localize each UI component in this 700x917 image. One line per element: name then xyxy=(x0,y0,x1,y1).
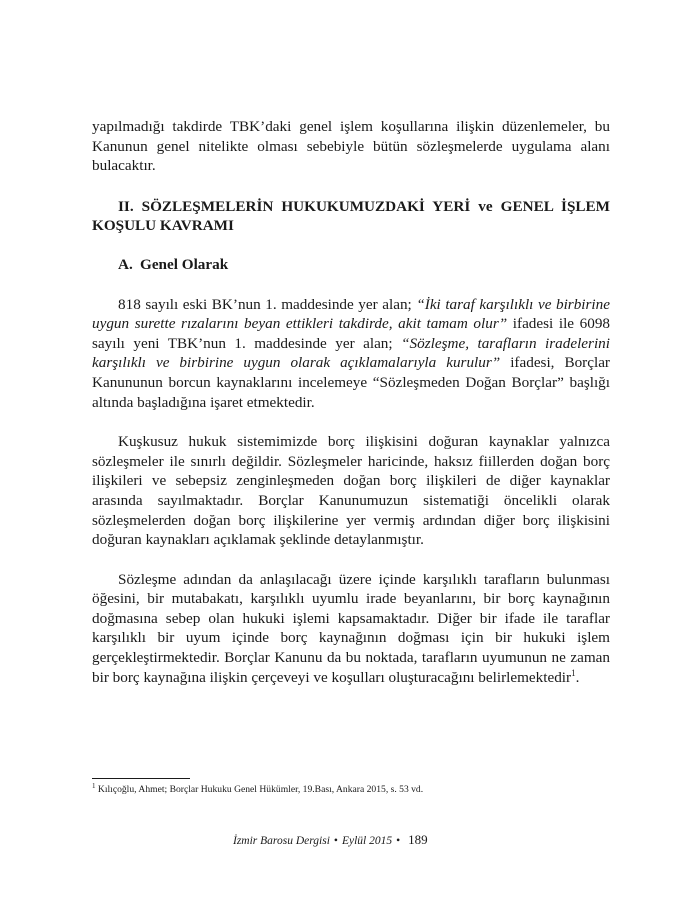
subsection-title: Genel Olarak xyxy=(140,255,229,273)
page-number: 189 xyxy=(408,832,428,847)
subsection-heading-a xyxy=(92,255,610,275)
section-heading-ii: II. SÖZLEŞMELERİN HUKUKUMUZDAKİ YERİ ve GENEL İŞLEM KOŞULU KAVRAMI xyxy=(92,197,610,235)
body-text xyxy=(92,117,610,687)
issue-date: Eylül 2015 xyxy=(341,835,393,847)
paragraph-continuation: yapılmadığı takdirde TBK’daki genel işlem koşullarına ilişkin düzenlemeler, bu Kanunun genel nitelikte olması sebebiyle bütün sözleşmelerde uygulama alanı bulacaktır. xyxy=(92,118,610,175)
subsection-letter: A. xyxy=(118,255,133,273)
paragraph-text-2: ifadesi ile 6098 sayılı yeni TBK’nun 1. maddesinde yer alan; xyxy=(92,315,611,352)
page-footer xyxy=(233,832,533,849)
footnote-number: 1 xyxy=(92,781,96,790)
footnote-divider xyxy=(92,778,190,779)
paragraph-text-1: 818 sayılı eski BK’nun 1. maddesinde yer alan; xyxy=(118,295,417,313)
journal-name: İzmir Barosu Dergisi xyxy=(233,835,330,847)
footnote-text: Kılıçoğlu, Ahmet; Borçlar Hukuku Genel Hükümler, 19.Bası, Ankara 2015, s. 53 vd. xyxy=(97,784,424,795)
paragraph-definition xyxy=(92,295,610,413)
quote-old-code: “İki taraf karşılıklı ve birbirine uygun surette rızalarını beyan ettikleri takdirde, akit tamam olur” xyxy=(92,295,610,333)
paragraph-text-3: ifadesi, Borçlar Kanununun borcun kaynaklarını incelemeye “Sözleşmeden Doğan Borçlar” başlığı altında başladığına işaret etmektedir. xyxy=(92,354,610,411)
footer-separator: • xyxy=(396,835,401,847)
footnote xyxy=(92,781,612,796)
footnote-reference[interactable]: 1 xyxy=(571,667,576,678)
paragraph-sources: Kuşkusuz hukuk sistemimizde borç ilişkisini doğuran kaynaklar yalnızca sözleşmeler ile sınırlı değildir. Sözleşmeler haricinde, haksız fiillerden doğan borç ilişkileri ve sebepsiz zenginleşmeden doğan borç ilişkileri de diğer kaynaklar arasında sayılmaktadır. Borçlar Kanunumuzun sistematiği öncelikli olarak sözleşmelerden doğan borç ilişkilerine yer vermiş ardından diğer borç ilişkisini doğuran kaynakları açıklamak şeklinde detaylanmıştır. xyxy=(92,433,610,549)
quote-new-code: “Sözleşme, tarafların iradelerini karşılıklı ve birbirine uygun olarak açıklamalarıyla kurulur” xyxy=(92,334,610,372)
paragraph-contract-text: Sözleşme adından da anlaşılacağı üzere içinde karşılıklı tarafların bulunması öğesini, bir mutabakatı, karşılıklı uyumlu irade beyanlarını, bir borç kaynağının doğmasına sebep olan hukuki işlemi kapsamaktadır. Diğer bir ifade ile taraflar karşılıklı bir uyum içinde borç kaynağının doğması için bir hukuki işlem gerçekleştirmektedir. Borçlar Kanunu da bu noktada, tarafların uyumunun ne zaman bir borç kaynağına ilişkin çerçeveyi ve koşulları oluşturacağını belirlemektedir xyxy=(92,570,610,686)
paragraph-contract: Sözleşme adından da anlaşılacağı üzere içinde karşılıklı tarafların bulunması öğesini, bir mutabakatı, karşılıklı uyumlu irade beyanlarını, bir borç kaynağının doğmasına sebep olan hukuki işlemi kapsamaktadır. Diğer bir ifade ile taraflar karşılıklı bir uyum içinde borç kaynağının doğması için bir hukuki işlem gerçekleştirmektedir. Borçlar Kanunu da bu noktada, tarafların uyumunun ne zaman bir borç kaynağına ilişkin çerçeveyi ve koşulları oluşturacağını belirlemektedir$^1$. xyxy=(92,570,610,686)
footer-separator: • xyxy=(333,835,338,847)
